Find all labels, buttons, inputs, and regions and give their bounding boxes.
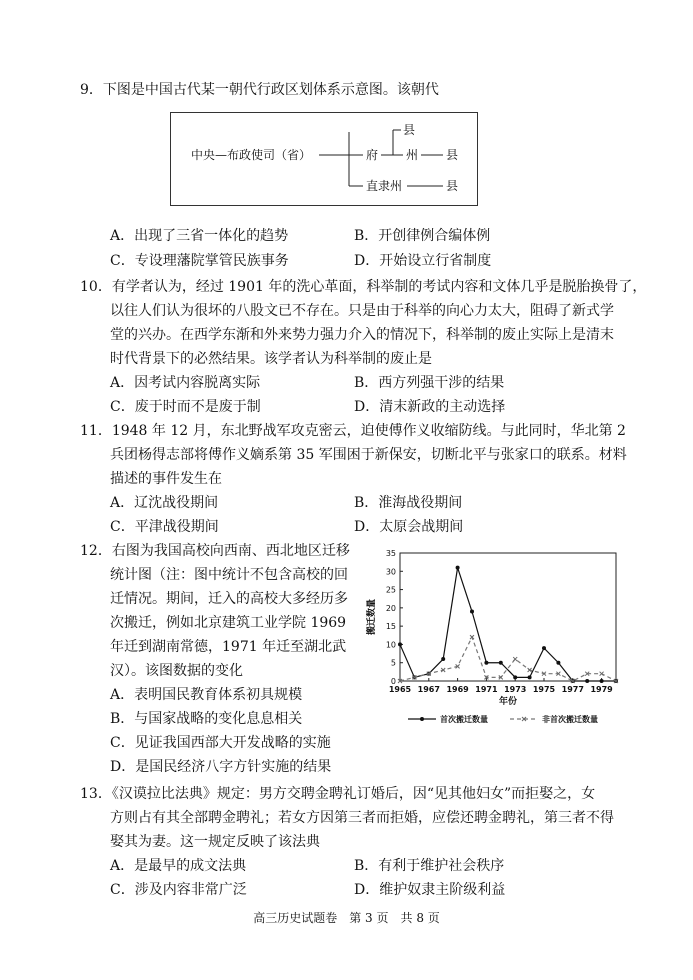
diagram-xian-label-3: 县 — [446, 179, 459, 193]
q10-line-1: 10．有学者认为，经过 1901 年的洗心革面，科举制的考试内容和文体几乎是脱胎换骨了， — [80, 279, 647, 295]
q10-line-4: 时代背景下的必然结果。该学者认为科举制的废止是 — [110, 351, 432, 367]
point-first-relocation — [585, 679, 589, 683]
series-repeat-relocation-line — [400, 637, 616, 681]
q13-option-d[interactable]: D．维护奴隶主阶级利益 — [354, 882, 506, 898]
y-tick-label: 25 — [385, 585, 396, 595]
q10-line-3: 堂的兴办。在西学东渐和外来势力强力介入的情况下，科举制的废止实际上是清末 — [110, 327, 614, 343]
q12-line-4: 次搬迁，例如北京建筑工业学院 1969 — [110, 615, 347, 631]
relocation-line-chart — [360, 545, 636, 740]
point-first-relocation — [556, 661, 560, 665]
diagram-zhou-label: 州 — [406, 148, 419, 162]
q12-line-3: 迁情况。期间，迁入的高校大多经历多 — [110, 591, 348, 607]
legend-marker-first — [420, 717, 424, 721]
q13-option-b[interactable]: B．有利于维护社会秩序 — [354, 858, 505, 874]
y-tick-label: 35 — [385, 549, 396, 558]
diagram-xian-label-2: 县 — [446, 148, 459, 162]
q9-stem: 9．下图是中国古代某一朝代行政区划体系示意图。该朝代 — [80, 82, 439, 98]
point-first-relocation — [513, 675, 517, 679]
q11-line-2: 兵团杨得志部将傅作义嫡系第 35 军围困于新保安，切断北平与张家口的联系。材料 — [110, 447, 627, 463]
diagram-central-label: 中央—布政使司（省） — [191, 148, 312, 162]
y-tick-label: 30 — [385, 567, 396, 577]
q11-option-a[interactable]: A．辽沈战役期间 — [110, 495, 219, 511]
point-first-relocation — [398, 642, 402, 646]
q9-option-c[interactable]: C．专设理藩院掌管民族事务 — [110, 253, 289, 269]
q11-line-1: 11．1948 年 12 月，东北野战军攻克密云，迫使傅作义收缩防线。与此同时，华北第 2 — [80, 423, 626, 439]
plot-frame — [400, 553, 616, 681]
q13-line-2: 方则占有其全部聘金聘礼；若女方因第三者而拒婚，应偿还聘金聘礼，第三者不得 — [110, 810, 614, 826]
q12-line-1: 12．右图为我国高校向西南、西北地区迁移 — [80, 543, 350, 559]
x-tick-label: 1969 — [446, 685, 469, 694]
q12-line-2: 统计图（注：图中统计不包含高校的回 — [110, 567, 348, 583]
point-first-relocation — [600, 679, 604, 683]
x-axis-label: 年份 — [498, 697, 518, 707]
y-tick-label: 5 — [390, 658, 396, 668]
x-tick-label: 1965 — [388, 685, 412, 694]
point-first-relocation — [456, 566, 460, 570]
q12-line-5: 年迁到湖南常德，1971 年迁至湖北武 — [110, 639, 347, 655]
point-first-relocation — [441, 657, 445, 661]
point-first-relocation — [499, 661, 503, 665]
y-tick-label: 20 — [385, 603, 396, 613]
series-first-relocation-line — [400, 568, 616, 681]
q11-option-d[interactable]: D．太原会战期间 — [354, 519, 464, 535]
q11-option-b[interactable]: B．淮海战役期间 — [354, 495, 463, 511]
diagram-fu-label: 府 — [366, 148, 379, 162]
legend-label-repeat: 非首次搬迁数量 — [542, 715, 598, 724]
y-tick-label: 15 — [385, 622, 396, 632]
x-tick-label: 1967 — [417, 685, 440, 694]
chart-svg — [360, 545, 636, 740]
y-tick-label: 10 — [385, 640, 396, 650]
y-axis-label: 搬迁数量 — [367, 598, 377, 636]
y-tick-label: 0 — [390, 677, 396, 686]
x-tick-label: 1971 — [475, 685, 498, 694]
q10-option-a[interactable]: A．因考试内容脱离实际 — [110, 375, 261, 391]
q10-line-2: 以往人们认为很坏的八股文已不存在。只是由于科举的向心力太大，阻碍了新式学 — [110, 303, 614, 319]
x-tick-label: 1979 — [590, 685, 613, 694]
q12-option-b[interactable]: B．与国家战略的变化息息相关 — [110, 711, 303, 727]
q11-line-3: 描述的事件发生在 — [110, 471, 222, 487]
q13-line-1: 13．《汉谟拉比法典》规定：男方交聘金聘礼订婚后，因“见其他妇女”而拒娶之，女 — [80, 786, 596, 802]
point-first-relocation — [542, 646, 546, 650]
q10-option-b[interactable]: B．西方列强干涉的结果 — [354, 375, 505, 391]
x-tick-label: 1973 — [504, 685, 527, 694]
q12-line-6: 汉）。该图数据的变化 — [110, 663, 243, 679]
q11-option-c[interactable]: C．平津战役期间 — [110, 519, 219, 535]
legend-label-first: 首次搬迁数量 — [440, 715, 488, 724]
diagram-xian-label-1: 县 — [403, 123, 416, 137]
page-footer: 高三历史试题卷 第 3 页 共 8 页 — [253, 911, 440, 925]
q12-option-c[interactable]: C．见证我国西部大开发战略的实施 — [110, 735, 331, 751]
q12-option-d[interactable]: D．是国民经济八字方针实施的结果 — [110, 759, 332, 775]
point-first-relocation — [470, 610, 474, 614]
x-tick-label: 1975 — [532, 685, 556, 694]
q13-option-a[interactable]: A．是最早的成文法典 — [110, 858, 247, 874]
q9-option-d[interactable]: D．开始设立行省制度 — [354, 253, 492, 269]
q10-option-d[interactable]: D．清末新政的主动选择 — [354, 399, 506, 415]
diagram-zhili-label: 直隶州 — [366, 179, 403, 193]
q9-option-b[interactable]: B．开创律例合编体例 — [354, 228, 491, 244]
q13-line-3: 娶其为妻。这一规定反映了该法典 — [110, 834, 320, 850]
point-first-relocation — [484, 661, 488, 665]
q9-option-a[interactable]: A．出现了三省一体化的趋势 — [110, 228, 289, 244]
x-tick-label: 1977 — [561, 685, 584, 694]
point-first-relocation — [528, 675, 532, 679]
q10-option-c[interactable]: C．废于时而不是废于制 — [110, 399, 261, 415]
q13-option-c[interactable]: C．涉及内容非常广泛 — [110, 882, 247, 898]
q12-option-a[interactable]: A．表明国民教育体系初具规模 — [110, 687, 303, 703]
point-repeat-relocation — [513, 657, 517, 661]
q9-admin-diagram — [170, 112, 478, 206]
point-repeat-relocation — [600, 672, 604, 676]
